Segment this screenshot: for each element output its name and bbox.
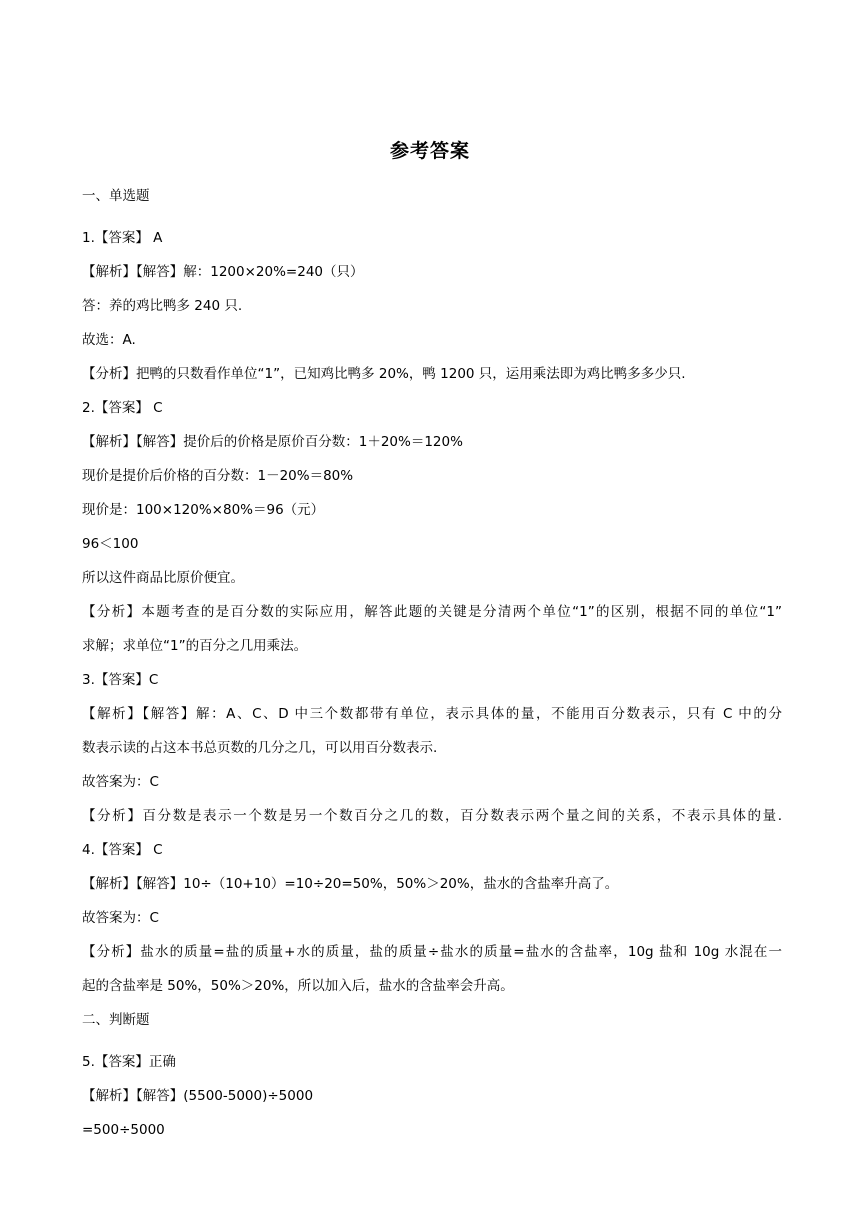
text-line: 故选：A. <box>82 332 136 348</box>
analysis-line: 【分析】百分数是表示一个数是另一个数百分之几的数，百分数表示两个量之间的关系，不表示具体的量. <box>82 808 782 824</box>
text-line: 答：养的鸡比鸭多 240 只. <box>82 298 243 314</box>
text-line: =500÷5000 <box>82 1122 165 1138</box>
text-line: 故答案为：C <box>82 910 159 926</box>
text-line: 所以这件商品比原价便宜。 <box>82 570 244 586</box>
answer-line: 3.【答案】C <box>82 672 159 688</box>
answer-line: 5.【答案】正确 <box>82 1054 176 1070</box>
analysis-line: 【分析】本题考查的是百分数的实际应用，解答此题的关键是分清两个单位“1”的区别，根据不同的单位“1” <box>82 604 782 620</box>
explanation-line: 【解析】【解答】解：1200×20%=240（只） <box>82 264 364 280</box>
page-title: 参考答案 <box>389 140 470 162</box>
text-line: 现价是：100×120%×80%＝96（元） <box>82 502 325 518</box>
explanation-line: 【解析】【解答】提价后的价格是原价百分数：1＋20%＝120% <box>82 434 463 450</box>
answer-line: 4.【答案】 C <box>82 842 163 858</box>
explanation-line: 【解析】【解答】(5500-5000)÷5000 <box>82 1088 314 1104</box>
analysis-line: 【分析】把鸭的只数看作单位“1”，已知鸡比鸭多 20%，鸭 1200 只，运用乘法即为鸡比鸭多多少只. <box>82 366 686 382</box>
text-line: 96＜100 <box>82 536 139 552</box>
text-line: 故答案为：C <box>82 774 159 790</box>
explanation-line: 【解析】【解答】10÷（10+10）=10÷20=50%，50%＞20%，盐水的含盐率升高了。 <box>82 876 619 892</box>
text-line: 求解；求单位“1”的百分之几用乘法。 <box>82 638 308 654</box>
answer-line: 2.【答案】 C <box>82 400 163 416</box>
section-heading-single-choice: 一、单选题 <box>82 188 150 204</box>
text-line: 起的含盐率是 50%，50%＞20%，所以加入后，盐水的含盐率会升高。 <box>82 978 514 994</box>
answer-line: 1.【答案】 A <box>82 230 163 246</box>
text-line: 现价是提价后价格的百分数：1－20%＝80% <box>82 468 354 484</box>
analysis-line: 【分析】盐水的质量=盐的质量+水的质量，盐的质量÷盐水的质量=盐水的含盐率，10g 盐和 10g 水混在一 <box>82 944 782 960</box>
text-line: 数表示读的占这本书总页数的几分之几，可以用百分数表示. <box>82 740 438 756</box>
explanation-line: 【解析】【解答】解：A、C、D 中三个数都带有单位，表示具体的量，不能用百分数表示，只有 C 中的分 <box>82 706 782 722</box>
section-heading-true-false: 二、判断题 <box>82 1012 150 1028</box>
